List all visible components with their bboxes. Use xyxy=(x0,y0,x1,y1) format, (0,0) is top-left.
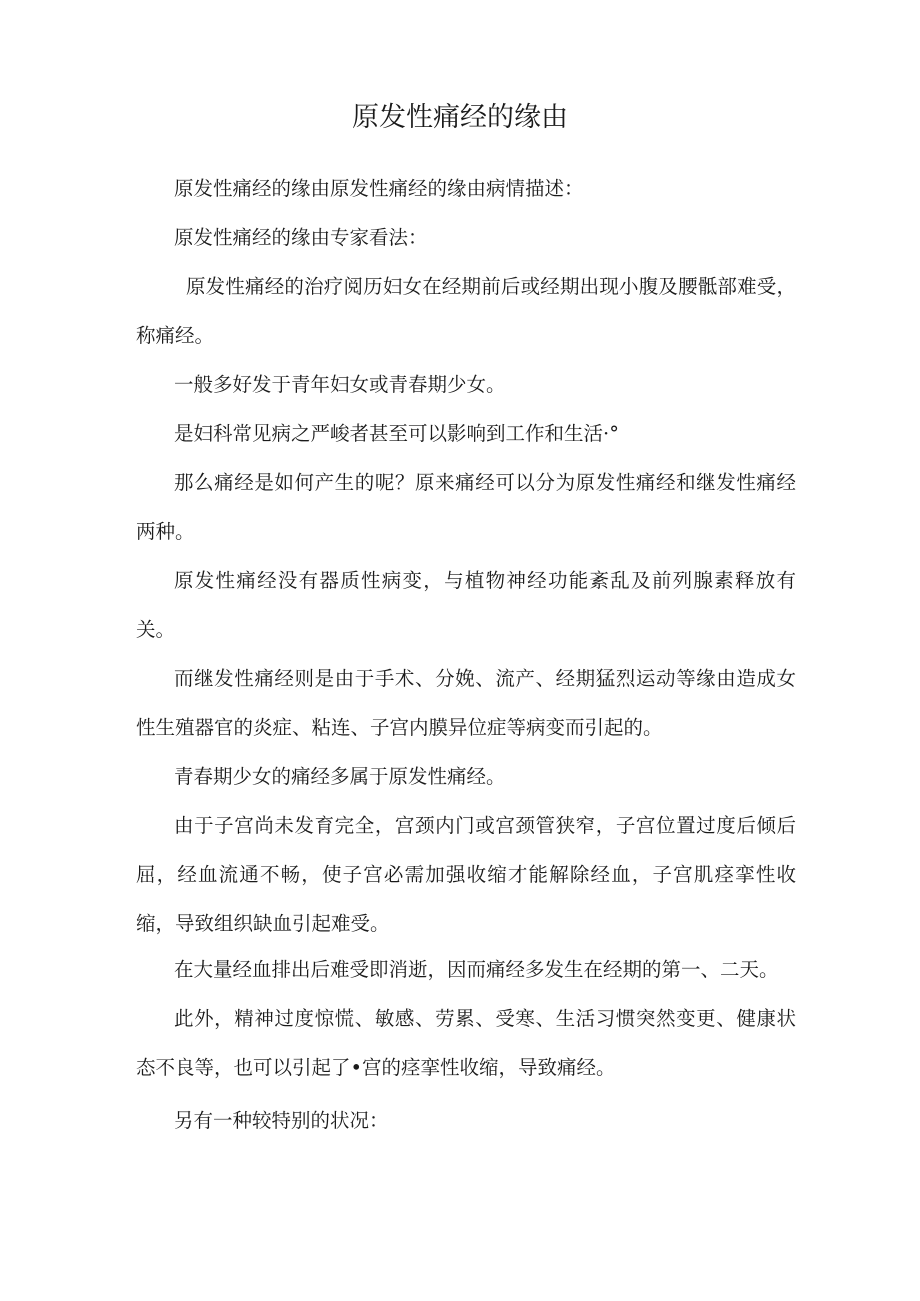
paragraph-2: 原发性痛经的缘由专家看法： xyxy=(174,226,428,249)
paragraph-5: 是妇科常见病之严峻者甚至可以影响到工作和生活·° xyxy=(174,422,619,445)
paragraph-13: 另有一种较特别的状况： xyxy=(174,1109,389,1132)
paragraph-1: 原发性痛经的缘由原发性痛经的缘由病情描述： xyxy=(174,177,584,200)
paragraph-4: 一般多好发于青年妇女或青春期少女。 xyxy=(174,373,506,396)
paragraph-6: 那么痛经是如何产生的呢？原来痛经可以分为原发性痛经和继发性痛经两种。 xyxy=(136,471,796,543)
paragraph-9: 青春期少女的痛经多属于原发性痛经。 xyxy=(174,765,506,788)
paragraph-10: 由于子宫尚未发育完全，宫颈内门或宫颈管狭窄，子宫位置过度后倾后屈，经血流通不畅，使子宫必需加强收缩才能解除经血，子宫肌痉挛性收缩，导致组织缺血引起难受。 xyxy=(136,814,796,935)
paragraph-7: 原发性痛经没有器质性病变，与植物神经功能紊乱及前列腺素释放有关。 xyxy=(136,569,796,641)
paragraph-12: 此外，精神过度惊慌、敏感、劳累、受寒、生活习惯突然变更、健康状态不良等，也可以引起了•宫的痉挛性收缩，导致痛经。 xyxy=(136,1007,796,1079)
paragraph-3: 原发性痛经的治疗阅历妇女在经期前后或经期出现小腹及腰骶部难受，称痛经。 xyxy=(136,275,796,347)
paragraph-11: 在大量经血排出后难受即消逝，因而痛经多发生在经期的第一、二天。 xyxy=(174,958,779,981)
paragraph-8: 而继发性痛经则是由于手术、分娩、流产、经期猛烈运动等缘由造成女性生殖器官的炎症、粘连、子宫内膜异位症等病变而引起的。 xyxy=(136,667,796,739)
document-title: 原发性痛经的缘由 xyxy=(352,102,568,133)
